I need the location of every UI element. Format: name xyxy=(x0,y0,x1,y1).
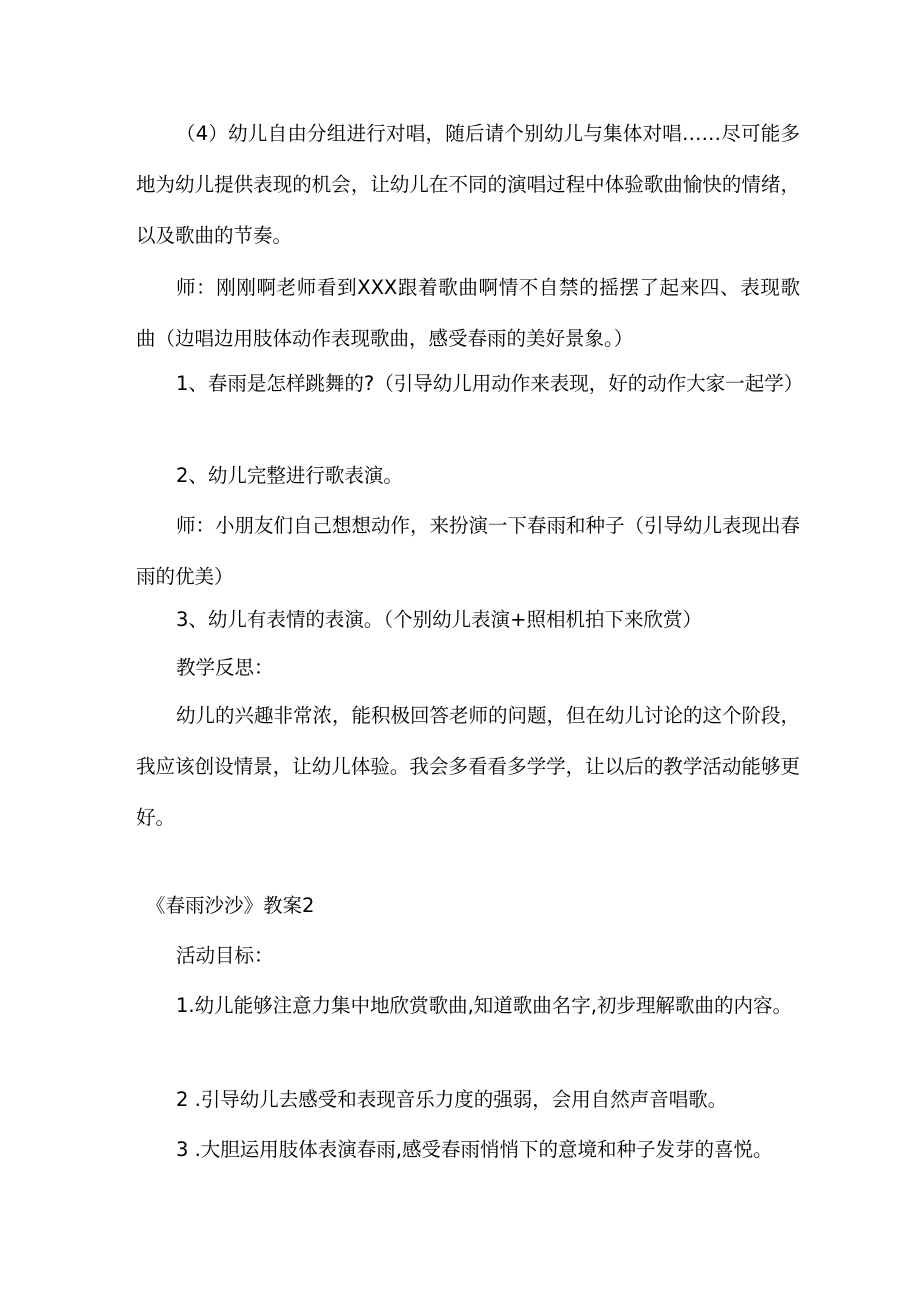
lesson-plan-2-title: 《春雨沙沙》教案2 xyxy=(146,894,315,917)
paragraph-item-1: 1、春雨是怎样跳舞的?（引导幼儿用动作来表现，好的动作大家一起学） xyxy=(176,372,804,395)
goal-item-3: 3 .大胆运用肢体表演春雨,感受春雨悄悄下的意境和种子发芽的喜悦。 xyxy=(176,1138,773,1161)
paragraph-reflection: 幼儿的兴趣非常浓，能积极回答老师的问题，但在幼儿讨论的这个阶段，我应该创设情景，让幼儿体验。我会多看看多学学，让以后的教学活动能够更好。 xyxy=(136,704,801,829)
paragraph-teacher-prompt: 师：小朋友们自己想想动作，来扮演一下春雨和种子（引导幼儿表现出春雨的优美） xyxy=(136,514,801,588)
goal-item-2: 2 .引导幼儿去感受和表现音乐力度的强弱，会用自然声音唱歌。 xyxy=(176,1088,728,1111)
paragraph-item-2: 2、幼儿完整进行歌表演。 xyxy=(176,464,403,487)
heading-activity-goals: 活动目标： xyxy=(176,944,274,967)
paragraph-step-4: （4）幼儿自由分组进行对唱，随后请个别幼儿与集体对唱……尽可能多地为幼儿提供表现的机会，让幼儿在不同的演唱过程中体验歌曲愉快的情绪，以及歌曲的节奏。 xyxy=(136,122,800,247)
paragraph-item-3: 3、幼儿有表情的表演。（个别幼儿表演+照相机拍下来欣赏） xyxy=(176,608,702,631)
paragraph-teacher-remark: 师：刚刚啊老师看到XXX跟着歌曲啊情不自禁的摇摆了起来四、表现歌曲（边唱边用肢体动作表现歌曲，感受春雨的美好景象。） xyxy=(136,276,800,350)
goal-item-1: 1.幼儿能够注意力集中地欣赏歌曲,知道歌曲名字,初步理解歌曲的内容。 xyxy=(176,994,793,1017)
heading-teaching-reflection: 教学反思： xyxy=(176,656,274,679)
